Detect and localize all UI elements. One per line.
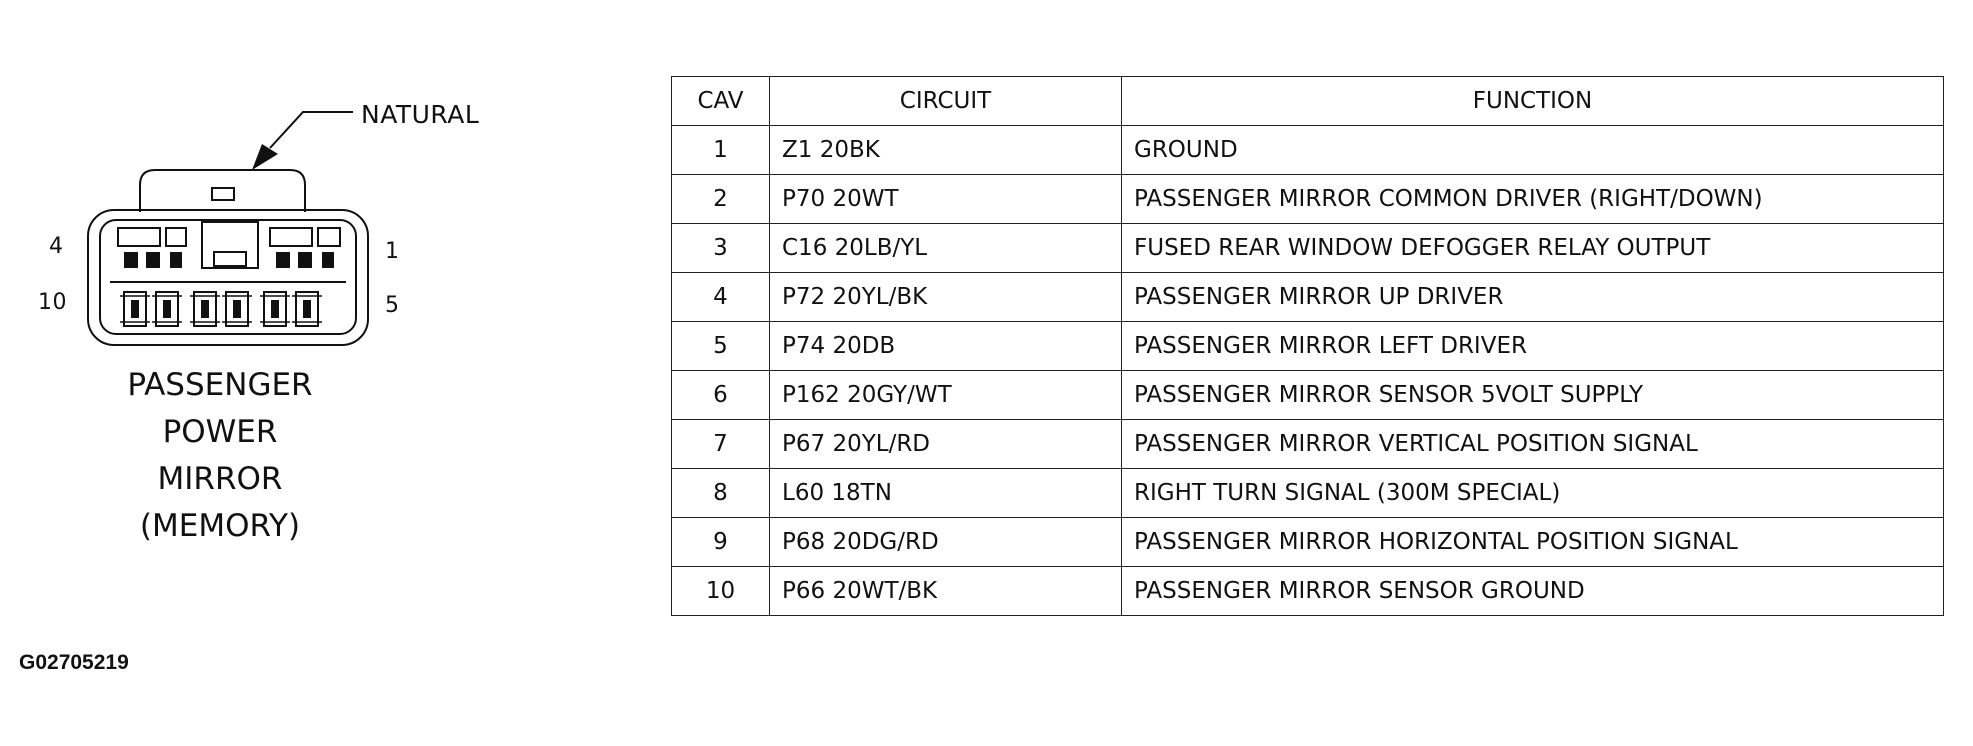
- callout-arrow: [252, 144, 278, 170]
- connector-title-line: MIRROR: [157, 461, 283, 497]
- cell-cav: 8: [672, 469, 770, 518]
- cell-function: PASSENGER MIRROR HORIZONTAL POSITION SIGNAL: [1122, 518, 1944, 567]
- connector-title: [110, 362, 330, 550]
- pin-label-bottom-left: 10: [38, 290, 67, 315]
- cell-function: PASSENGER MIRROR SENSOR 5VOLT SUPPLY: [1122, 371, 1944, 420]
- cell-circuit: P67 20YL/RD: [770, 420, 1122, 469]
- cell-cav: 5: [672, 322, 770, 371]
- cell-function: GROUND: [1122, 126, 1944, 175]
- callout-leader: [270, 112, 353, 148]
- connector-title-line: (MEMORY): [139, 508, 301, 544]
- cell-function: PASSENGER MIRROR COMMON DRIVER (RIGHT/DOWN): [1122, 175, 1944, 224]
- cell-circuit: P162 20GY/WT: [770, 371, 1122, 420]
- cell-cav: 10: [672, 567, 770, 616]
- table-row: [672, 420, 1944, 469]
- pin-label-bottom-right: 5: [385, 293, 400, 318]
- pinout-table: [671, 76, 1944, 616]
- cell-cav: 7: [672, 420, 770, 469]
- table-row: [672, 175, 1944, 224]
- cell-circuit: P74 20DB: [770, 322, 1122, 371]
- table-row: [672, 273, 1944, 322]
- cell-function: PASSENGER MIRROR VERTICAL POSITION SIGNAL: [1122, 420, 1944, 469]
- cell-function: PASSENGER MIRROR SENSOR GROUND: [1122, 567, 1944, 616]
- latch-tab: [212, 188, 234, 200]
- cell-function: PASSENGER MIRROR LEFT DRIVER: [1122, 322, 1944, 371]
- cell-function: RIGHT TURN SIGNAL (300M SPECIAL): [1122, 469, 1944, 518]
- connector-outer-body: [88, 210, 368, 345]
- table-row: [672, 126, 1944, 175]
- cell-circuit: Z1 20BK: [770, 126, 1122, 175]
- pin-label-top-right: 1: [385, 239, 400, 264]
- cell-cav: 2: [672, 175, 770, 224]
- table-row: [672, 469, 1944, 518]
- table-row: [672, 224, 1944, 273]
- cell-cav: 9: [672, 518, 770, 567]
- cell-function: PASSENGER MIRROR UP DRIVER: [1122, 273, 1944, 322]
- cell-function: FUSED REAR WINDOW DEFOGGER RELAY OUTPUT: [1122, 224, 1944, 273]
- cell-cav: 4: [672, 273, 770, 322]
- connector-title-line: POWER: [162, 414, 278, 450]
- connector-title-line: PASSENGER: [127, 367, 313, 403]
- callout-label-natural: NATURAL: [361, 100, 480, 129]
- cell-circuit: L60 18TN: [770, 469, 1122, 518]
- cell-cav: 1: [672, 126, 770, 175]
- header-cav: CAV: [672, 77, 770, 126]
- cell-circuit: C16 20LB/YL: [770, 224, 1122, 273]
- header-circuit: CIRCUIT: [770, 77, 1122, 126]
- cell-circuit: P68 20DG/RD: [770, 518, 1122, 567]
- header-function: FUNCTION: [1122, 77, 1944, 126]
- table-row: [672, 322, 1944, 371]
- pin-label-top-left: 4: [49, 234, 64, 259]
- cell-circuit: P70 20WT: [770, 175, 1122, 224]
- table-row: [672, 567, 1944, 616]
- cell-cav: 3: [672, 224, 770, 273]
- table-row: [672, 371, 1944, 420]
- table-header-row: [672, 77, 1944, 126]
- cell-circuit: P72 20YL/BK: [770, 273, 1122, 322]
- cell-cav: 6: [672, 371, 770, 420]
- connector-diagram: [0, 0, 660, 420]
- table-row: [672, 518, 1944, 567]
- figure-id: G02705219: [19, 651, 129, 674]
- cell-circuit: P66 20WT/BK: [770, 567, 1122, 616]
